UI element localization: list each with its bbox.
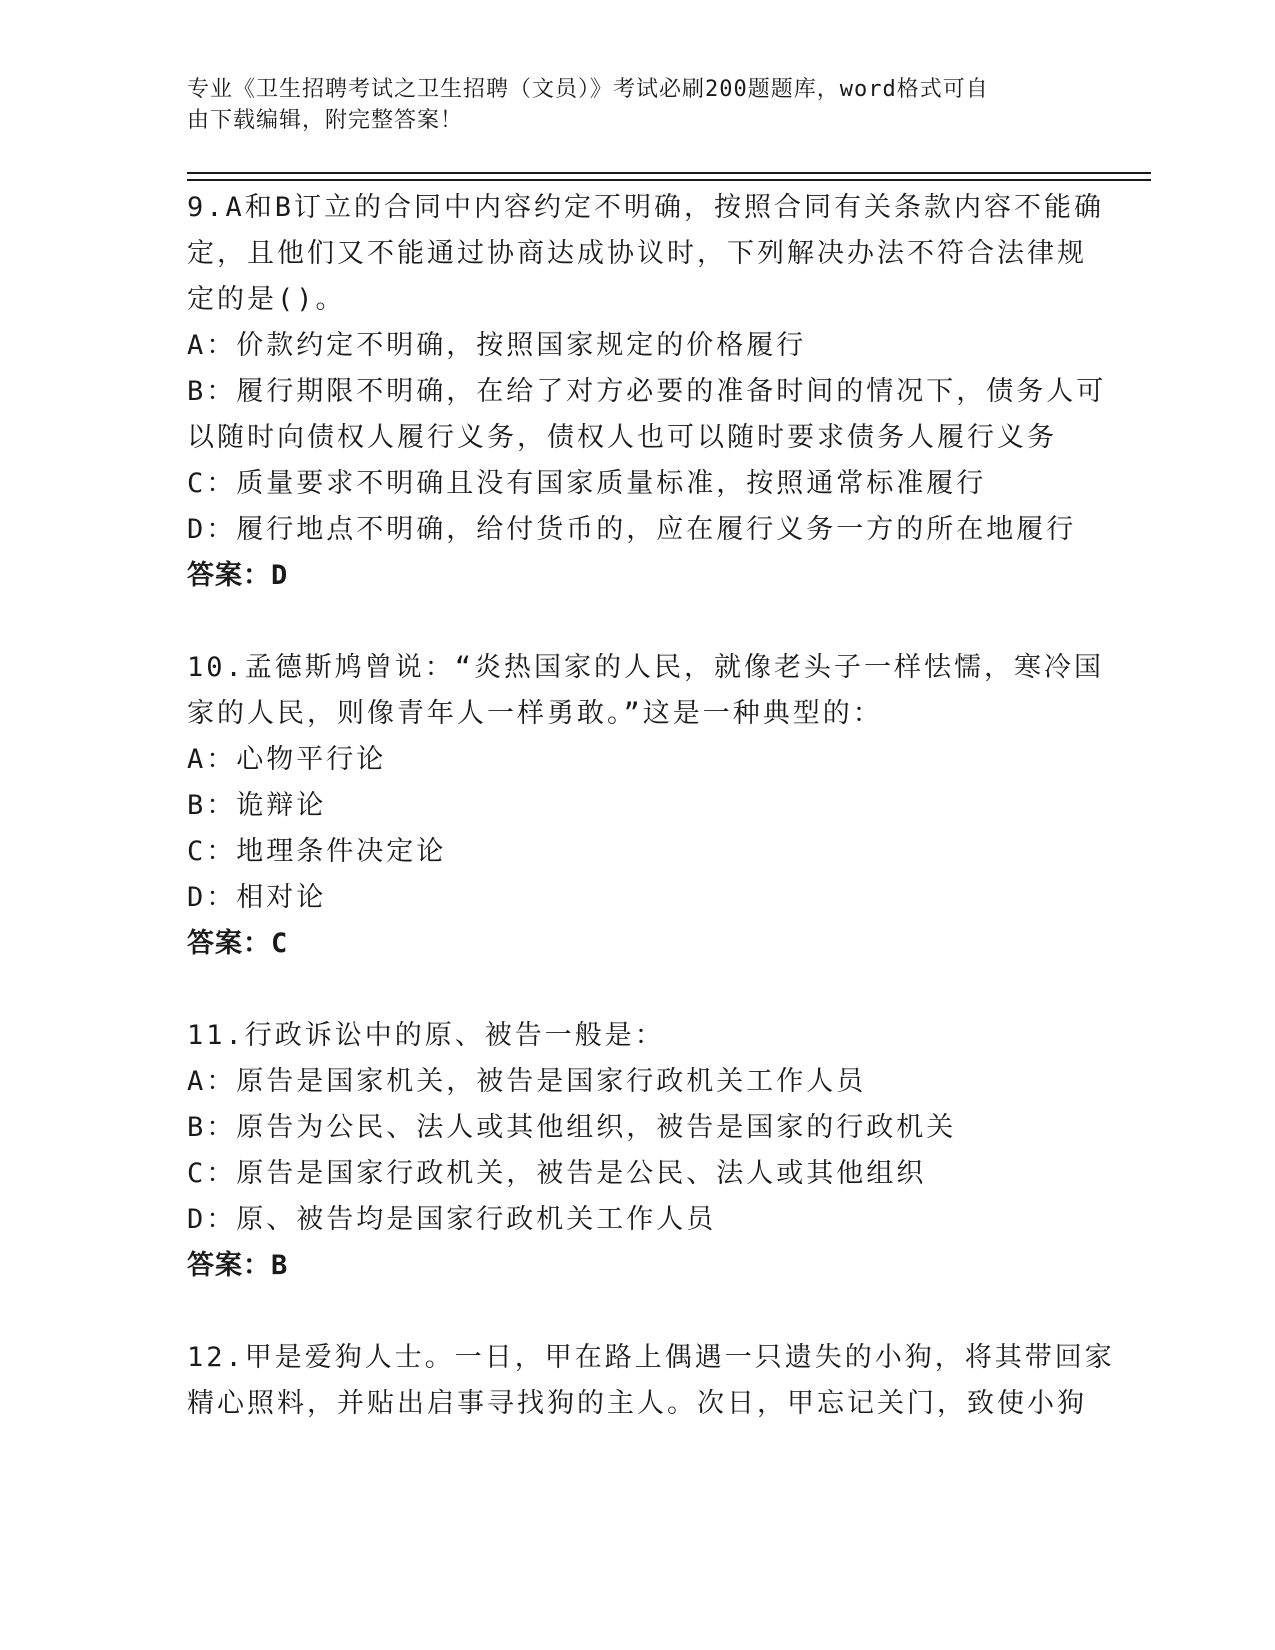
question-text-line: 定，且他们又不能通过协商达成协议时，下列解决办法不符合法律规 xyxy=(187,238,1087,269)
question-11 xyxy=(187,1013,1087,1289)
option-a: A：心物平行论 xyxy=(187,744,387,775)
question-10 xyxy=(187,645,1105,967)
header-line-2: 由下载编辑，附完整答案！ xyxy=(187,108,464,133)
question-text-line: 家的人民，则像青年人一样勇敢。”这是一种典型的： xyxy=(187,698,883,729)
question-text-line: 9.A和B订立的合同中内容约定不明确，按照合同有关条款内容不能确 xyxy=(187,192,1105,223)
option-c: C：地理条件决定论 xyxy=(187,836,447,867)
option-b-continued: 以随时向债权人履行义务，债权人也可以随时要求债务人履行义务 xyxy=(187,422,1057,453)
answer-label: 答案：B xyxy=(187,1250,289,1281)
question-9 xyxy=(187,185,1107,599)
header-line-1: 专业《卫生招聘考试之卫生招聘（文员）》考试必刷200题题库，word格式可自 xyxy=(187,77,989,102)
option-b: B：履行期限不明确，在给了对方必要的准备时间的情况下，债务人可 xyxy=(187,376,1107,407)
question-text-line: 10.孟德斯鸠曾说：“炎热国家的人民，就像老头子一样怯懦，寒冷国 xyxy=(187,652,1105,683)
question-spacer xyxy=(187,1289,1087,1335)
option-a: A：价款约定不明确，按照国家规定的价格履行 xyxy=(187,330,807,361)
option-b: B：原告为公民、法人或其他组织，被告是国家的行政机关 xyxy=(187,1112,957,1143)
question-12 xyxy=(187,1335,1115,1427)
question-list xyxy=(187,185,1115,1427)
header-divider-top xyxy=(187,172,1151,174)
option-c: C：原告是国家行政机关，被告是公民、法人或其他组织 xyxy=(187,1158,927,1189)
option-d: D：履行地点不明确，给付货币的，应在履行义务一方的所在地履行 xyxy=(187,514,1077,545)
answer-label: 答案：C xyxy=(187,928,289,959)
option-d: D：相对论 xyxy=(187,882,327,913)
header-divider-bottom xyxy=(187,179,1151,181)
question-text-line: 11.行政诉讼中的原、被告一般是： xyxy=(187,1020,665,1051)
answer-label: 答案：D xyxy=(187,560,289,591)
question-text-line: 12.甲是爱狗人士。一日，甲在路上偶遇一只遗失的小狗，将其带回家 xyxy=(187,1342,1115,1373)
option-d: D：原、被告均是国家行政机关工作人员 xyxy=(187,1204,717,1235)
option-b: B：诡辩论 xyxy=(187,790,327,821)
question-spacer xyxy=(187,967,1087,1013)
option-c: C：质量要求不明确且没有国家质量标准，按照通常标准履行 xyxy=(187,468,987,499)
document-header xyxy=(187,74,1087,136)
question-text-line: 定的是()。 xyxy=(187,284,346,315)
option-a: A：原告是国家机关，被告是国家行政机关工作人员 xyxy=(187,1066,867,1097)
question-text-line: 精心照料，并贴出启事寻找狗的主人。次日，甲忘记关门，致使小狗 xyxy=(187,1388,1087,1419)
question-spacer xyxy=(187,599,1087,645)
